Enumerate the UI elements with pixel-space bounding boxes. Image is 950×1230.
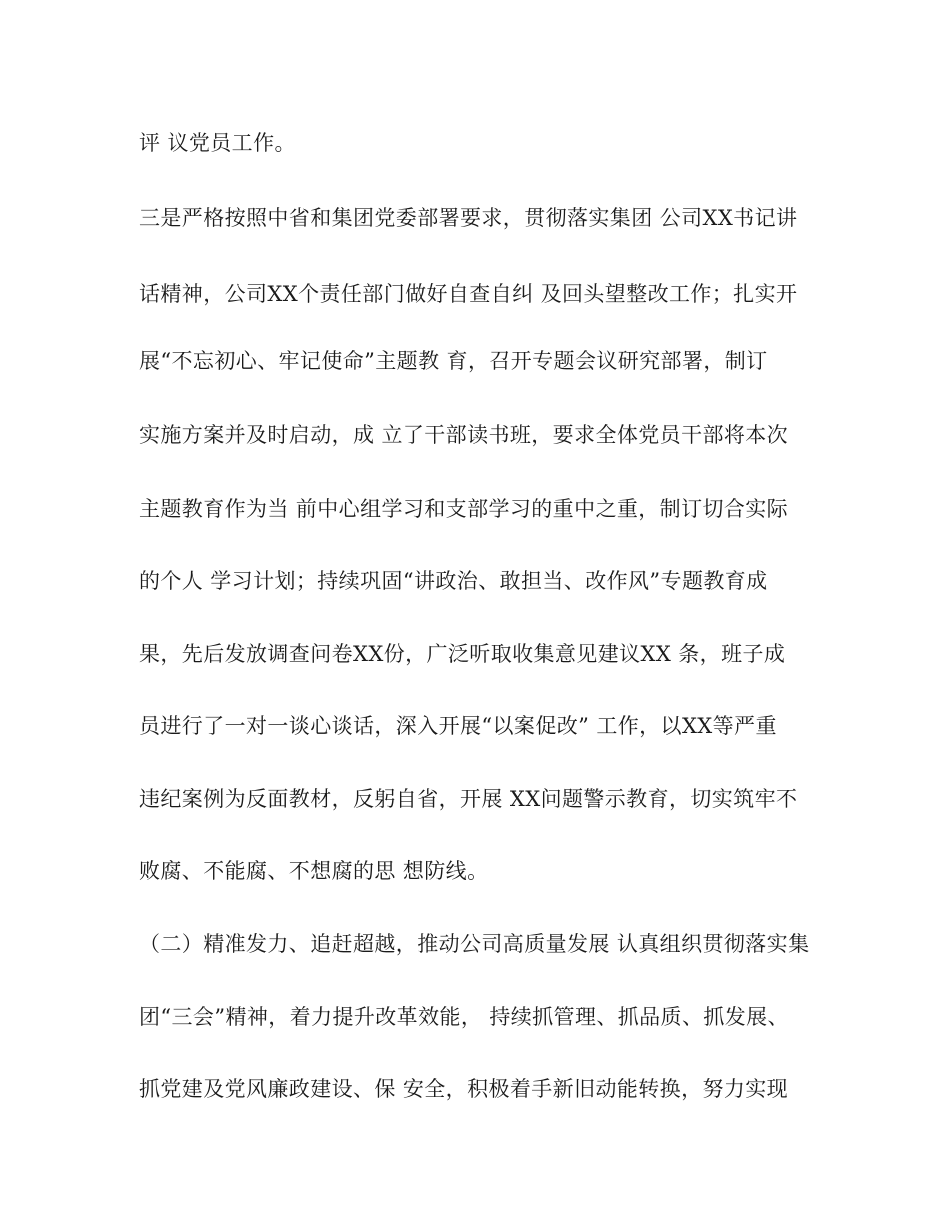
paragraph-line: 实施方案并及时启动，成 立了干部读书班，要求全体党员干部将本次 (139, 423, 789, 447)
paragraph-line: 评 议党员工作。 (139, 131, 296, 155)
paragraph-line: 主题教育作为当 前中心组学习和支部学习的重中之重，制订切合实际 (139, 497, 789, 521)
paragraph-line: 的个人 学习计划；持续巩固“讲政治、敢担当、改作风”专题教育成 (139, 569, 768, 593)
section-heading-line: （二）精准发力、追赶超越，推动公司高质量发展 认真组织贯彻落实集 (139, 932, 810, 956)
paragraph-line: 三是严格按照中省和集团党委部署要求，贯彻落实集团 公司XX书记讲 (139, 206, 798, 230)
paragraph-line: 违纪案例为反面教材，反躬自省，开展 XX问题警示教育，切实筑牢不 (139, 787, 798, 811)
paragraph-line: 话精神，公司XX个责任部门做好自查自纠 及回头望整改工作；扎实开 (139, 282, 798, 306)
paragraph-line: 果，先后发放调查问卷XX份，广泛听取收集意见建议XX 条，班子成 (139, 642, 786, 666)
paragraph-line: 抓党建及党风廉政建设、保 安全，积极着手新旧动能转换，努力实现 (139, 1077, 789, 1101)
paragraph-line: 败腐、不能腐、不想腐的思 想防线。 (139, 859, 489, 883)
paragraph-line: 员进行了一对一谈心谈话，深入开展“以案促改” 工作，以XX等严重 (139, 714, 777, 738)
paragraph-line: 展“不忘初心、牢记使命”主题教 育，召开专题会议研究部署，制订 (139, 349, 768, 373)
paragraph-line: 团“三会”精神，着力提升改革效能， 持续抓管理、抓品质、抓发展、 (139, 1005, 789, 1029)
